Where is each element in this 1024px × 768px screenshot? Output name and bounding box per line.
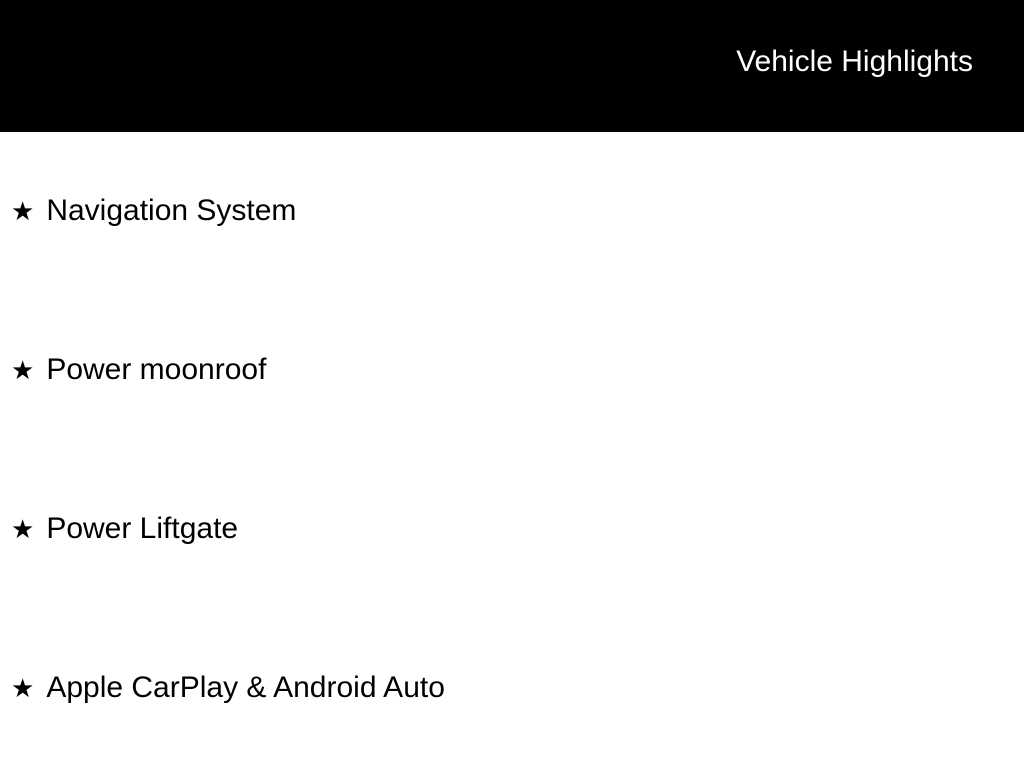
- highlight-item: [0, 512, 1024, 546]
- highlight-label: Power Liftgate: [46, 512, 239, 545]
- star-icon: ★: [11, 355, 35, 385]
- highlight-item: [0, 671, 1024, 705]
- highlight-label: Apple CarPlay & Android Auto: [46, 671, 445, 704]
- highlight-item: [0, 353, 1024, 387]
- star-icon: ★: [11, 196, 35, 226]
- highlight-label: Power moonroof: [46, 353, 267, 386]
- highlight-label: Navigation System: [46, 194, 297, 227]
- highlights-list: [0, 132, 1024, 705]
- highlight-item: [0, 194, 1024, 228]
- page-title: Vehicle Highlights: [736, 44, 973, 78]
- header-bar: [0, 0, 1024, 132]
- star-icon: ★: [11, 514, 35, 544]
- star-icon: ★: [11, 673, 35, 703]
